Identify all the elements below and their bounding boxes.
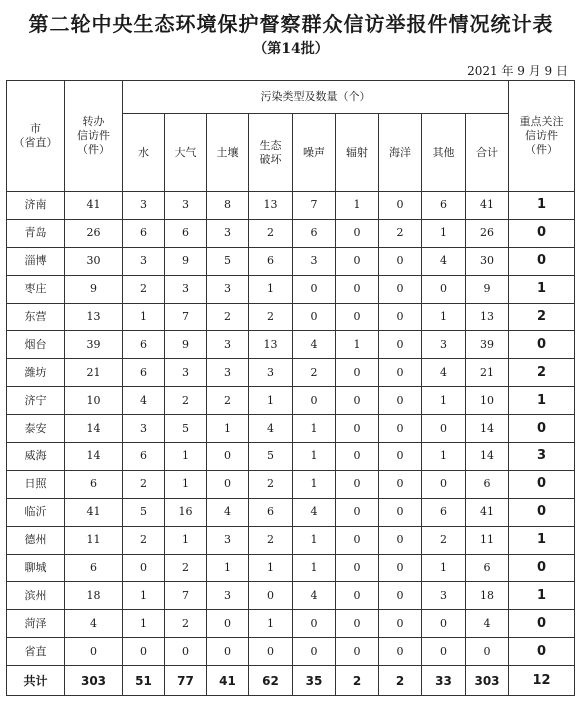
cell-total: 14: [466, 443, 509, 471]
cell-noise: 4: [293, 582, 336, 610]
cell-air: 3: [165, 275, 207, 303]
cell-air: 3: [165, 359, 207, 387]
cell-key: 3: [509, 443, 575, 471]
cell-air: 1: [165, 470, 207, 498]
cell-ocean: 0: [379, 582, 422, 610]
table-row: [7, 387, 575, 415]
cell-radiation: 0: [336, 219, 379, 247]
cell-other: 1: [422, 554, 466, 582]
cell-soil: 3: [207, 331, 249, 359]
cell-key: 0: [509, 415, 575, 443]
table-row: [7, 582, 575, 610]
cell-water: 2: [123, 275, 165, 303]
header-city: 市 （省直）: [7, 81, 65, 192]
cell-noise: 0: [293, 610, 336, 638]
cell-city: 东营: [7, 303, 65, 331]
cell-city: 省直: [7, 638, 65, 666]
cell-noise: 4: [293, 331, 336, 359]
cell-eco: 2: [249, 303, 293, 331]
cell-air: 2: [165, 610, 207, 638]
cell-air: 3: [165, 192, 207, 220]
cell-city: 青岛: [7, 219, 65, 247]
cell-soil: 3: [207, 275, 249, 303]
cell-eco: 2: [249, 219, 293, 247]
cell-water: 1: [123, 582, 165, 610]
cell-forwarded: 41: [65, 498, 123, 526]
totals-radiation: 2: [336, 666, 379, 696]
cell-forwarded: 9: [65, 275, 123, 303]
cell-water: 3: [123, 247, 165, 275]
table-footer: [7, 666, 575, 696]
cell-air: 6: [165, 219, 207, 247]
cell-air: 1: [165, 443, 207, 471]
cell-air: 0: [165, 638, 207, 666]
cell-city: 日照: [7, 470, 65, 498]
report-date: 2021 年 9 月 9 日: [467, 64, 568, 78]
cell-noise: 0: [293, 387, 336, 415]
cell-key: 0: [509, 610, 575, 638]
cell-key: 1: [509, 526, 575, 554]
cell-other: 3: [422, 331, 466, 359]
header-water: 水: [123, 114, 165, 192]
cell-noise: 7: [293, 192, 336, 220]
cell-noise: 1: [293, 415, 336, 443]
cell-other: 6: [422, 192, 466, 220]
cell-ocean: 0: [379, 387, 422, 415]
table-row: [7, 247, 575, 275]
totals-row: [7, 666, 575, 696]
cell-ocean: 0: [379, 554, 422, 582]
cell-radiation: 0: [336, 275, 379, 303]
cell-city: 泰安: [7, 415, 65, 443]
cell-total: 18: [466, 582, 509, 610]
cell-soil: 2: [207, 303, 249, 331]
header-air: 大气: [165, 114, 207, 192]
cell-total: 10: [466, 387, 509, 415]
cell-ocean: 0: [379, 415, 422, 443]
table-row: [7, 303, 575, 331]
cell-soil: 0: [207, 470, 249, 498]
cell-water: 0: [123, 638, 165, 666]
totals-other: 33: [422, 666, 466, 696]
cell-forwarded: 6: [65, 470, 123, 498]
cell-ocean: 0: [379, 526, 422, 554]
cell-other: 6: [422, 498, 466, 526]
cell-air: 7: [165, 582, 207, 610]
cell-radiation: 0: [336, 387, 379, 415]
header-other: 其他: [422, 114, 466, 192]
cell-key: 0: [509, 247, 575, 275]
cell-water: 4: [123, 387, 165, 415]
cell-noise: 0: [293, 275, 336, 303]
cell-forwarded: 4: [65, 610, 123, 638]
cell-soil: 1: [207, 554, 249, 582]
cell-other: 4: [422, 247, 466, 275]
cell-forwarded: 30: [65, 247, 123, 275]
cell-key: 0: [509, 331, 575, 359]
cell-key: 0: [509, 554, 575, 582]
cell-key: 0: [509, 498, 575, 526]
cell-eco: 3: [249, 359, 293, 387]
table-row: [7, 443, 575, 471]
cell-ocean: 0: [379, 275, 422, 303]
cell-eco: 0: [249, 582, 293, 610]
cell-radiation: 1: [336, 331, 379, 359]
totals-eco: 62: [249, 666, 293, 696]
cell-eco: 5: [249, 443, 293, 471]
cell-key: 0: [509, 638, 575, 666]
cell-other: 1: [422, 443, 466, 471]
table-row: [7, 638, 575, 666]
cell-water: 2: [123, 526, 165, 554]
cell-ocean: 0: [379, 638, 422, 666]
cell-total: 9: [466, 275, 509, 303]
cell-ocean: 0: [379, 610, 422, 638]
cell-city: 枣庄: [7, 275, 65, 303]
cell-radiation: 0: [336, 415, 379, 443]
cell-radiation: 0: [336, 498, 379, 526]
cell-eco: 13: [249, 192, 293, 220]
cell-noise: 4: [293, 498, 336, 526]
table-row: [7, 331, 575, 359]
cell-other: 1: [422, 387, 466, 415]
cell-eco: 1: [249, 610, 293, 638]
cell-other: 0: [422, 638, 466, 666]
cell-ocean: 2: [379, 219, 422, 247]
cell-other: 0: [422, 415, 466, 443]
cell-ocean: 0: [379, 470, 422, 498]
cell-soil: 0: [207, 610, 249, 638]
cell-radiation: 0: [336, 610, 379, 638]
cell-noise: 6: [293, 219, 336, 247]
cell-air: 9: [165, 331, 207, 359]
table-row: [7, 219, 575, 247]
cell-radiation: 1: [336, 192, 379, 220]
cell-other: 4: [422, 359, 466, 387]
document-title: 第二轮中央生态环境保护督察群众信访举报件情况统计表: [28, 12, 554, 36]
cell-city: 济宁: [7, 387, 65, 415]
cell-total: 41: [466, 498, 509, 526]
cell-radiation: 0: [336, 443, 379, 471]
cell-radiation: 0: [336, 359, 379, 387]
header-pollution-group: 污染类型及数量（个）: [123, 81, 509, 114]
cell-water: 6: [123, 359, 165, 387]
cell-total: 13: [466, 303, 509, 331]
cell-key: 1: [509, 387, 575, 415]
cell-air: 2: [165, 387, 207, 415]
cell-noise: 0: [293, 638, 336, 666]
cell-other: 1: [422, 303, 466, 331]
cell-forwarded: 14: [65, 443, 123, 471]
cell-ocean: 0: [379, 443, 422, 471]
cell-key: 0: [509, 470, 575, 498]
header-ocean: 海洋: [379, 114, 422, 192]
header-forwarded: 转办 信访件 （件）: [65, 81, 123, 192]
cell-water: 6: [123, 219, 165, 247]
cell-eco: 6: [249, 498, 293, 526]
table-row: [7, 554, 575, 582]
cell-key: 1: [509, 582, 575, 610]
cell-total: 26: [466, 219, 509, 247]
cell-city: 威海: [7, 443, 65, 471]
totals-forwarded: 303: [65, 666, 123, 696]
cell-air: 9: [165, 247, 207, 275]
cell-noise: 1: [293, 470, 336, 498]
cell-other: 2: [422, 526, 466, 554]
table-row: [7, 275, 575, 303]
cell-city: 德州: [7, 526, 65, 554]
cell-soil: 3: [207, 582, 249, 610]
totals-key: 12: [509, 666, 575, 696]
table-row: [7, 610, 575, 638]
table-row: [7, 498, 575, 526]
cell-key: 1: [509, 275, 575, 303]
cell-forwarded: 21: [65, 359, 123, 387]
totals-soil: 41: [207, 666, 249, 696]
table-row: [7, 415, 575, 443]
table-row: [7, 470, 575, 498]
cell-water: 2: [123, 470, 165, 498]
cell-radiation: 0: [336, 470, 379, 498]
cell-key: 2: [509, 359, 575, 387]
cell-city: 烟台: [7, 331, 65, 359]
cell-forwarded: 6: [65, 554, 123, 582]
cell-noise: 1: [293, 443, 336, 471]
cell-radiation: 0: [336, 526, 379, 554]
cell-other: 1: [422, 219, 466, 247]
cell-ocean: 0: [379, 192, 422, 220]
cell-water: 3: [123, 415, 165, 443]
cell-eco: 2: [249, 526, 293, 554]
totals-label: 共计: [7, 666, 65, 696]
cell-total: 6: [466, 470, 509, 498]
cell-ocean: 0: [379, 498, 422, 526]
cell-noise: 3: [293, 247, 336, 275]
cell-key: 2: [509, 303, 575, 331]
cell-soil: 3: [207, 219, 249, 247]
cell-total: 4: [466, 610, 509, 638]
cell-radiation: 0: [336, 638, 379, 666]
cell-radiation: 0: [336, 303, 379, 331]
cell-noise: 0: [293, 303, 336, 331]
cell-water: 3: [123, 192, 165, 220]
cell-city: 淄博: [7, 247, 65, 275]
cell-soil: 3: [207, 359, 249, 387]
cell-radiation: 0: [336, 247, 379, 275]
cell-noise: 2: [293, 359, 336, 387]
cell-soil: 1: [207, 415, 249, 443]
table-body: [7, 192, 575, 666]
cell-forwarded: 26: [65, 219, 123, 247]
cell-eco: 0: [249, 638, 293, 666]
cell-ocean: 0: [379, 303, 422, 331]
header-radiation: 辐射: [336, 114, 379, 192]
cell-total: 11: [466, 526, 509, 554]
cell-forwarded: 18: [65, 582, 123, 610]
cell-city: 聊城: [7, 554, 65, 582]
cell-water: 1: [123, 610, 165, 638]
header-total: 合计: [466, 114, 509, 192]
cell-total: 30: [466, 247, 509, 275]
cell-total: 39: [466, 331, 509, 359]
cell-city: 济南: [7, 192, 65, 220]
cell-city: 临沂: [7, 498, 65, 526]
cell-eco: 2: [249, 470, 293, 498]
cell-city: 潍坊: [7, 359, 65, 387]
header-soil: 土壤: [207, 114, 249, 192]
cell-forwarded: 0: [65, 638, 123, 666]
cell-other: 0: [422, 275, 466, 303]
cell-forwarded: 39: [65, 331, 123, 359]
cell-water: 5: [123, 498, 165, 526]
cell-key: 0: [509, 219, 575, 247]
cell-total: 14: [466, 415, 509, 443]
totals-water: 51: [123, 666, 165, 696]
cell-other: 3: [422, 582, 466, 610]
batch-subtitle: （第14批）: [253, 41, 329, 57]
table-row: [7, 526, 575, 554]
cell-total: 41: [466, 192, 509, 220]
cell-key: 1: [509, 192, 575, 220]
header-eco: 生态 破坏: [249, 114, 293, 192]
cell-air: 2: [165, 554, 207, 582]
cell-forwarded: 10: [65, 387, 123, 415]
cell-water: 6: [123, 443, 165, 471]
cell-soil: 0: [207, 443, 249, 471]
cell-total: 21: [466, 359, 509, 387]
cell-eco: 1: [249, 387, 293, 415]
cell-forwarded: 41: [65, 192, 123, 220]
cell-soil: 0: [207, 638, 249, 666]
table-row: [7, 192, 575, 220]
cell-eco: 1: [249, 275, 293, 303]
cell-ocean: 0: [379, 247, 422, 275]
cell-ocean: 0: [379, 359, 422, 387]
cell-forwarded: 14: [65, 415, 123, 443]
cell-radiation: 0: [336, 554, 379, 582]
cell-soil: 5: [207, 247, 249, 275]
cell-forwarded: 13: [65, 303, 123, 331]
cell-eco: 13: [249, 331, 293, 359]
cell-city: 菏泽: [7, 610, 65, 638]
cell-water: 1: [123, 303, 165, 331]
cell-air: 1: [165, 526, 207, 554]
cell-air: 5: [165, 415, 207, 443]
cell-soil: 4: [207, 498, 249, 526]
header-noise: 噪声: [293, 114, 336, 192]
totals-noise: 35: [293, 666, 336, 696]
cell-total: 0: [466, 638, 509, 666]
cell-eco: 6: [249, 247, 293, 275]
cell-air: 16: [165, 498, 207, 526]
cell-city: 滨州: [7, 582, 65, 610]
table-row: [7, 359, 575, 387]
header-key-cases: 重点关注 信访件 （件）: [509, 81, 575, 192]
cell-noise: 1: [293, 526, 336, 554]
cell-ocean: 0: [379, 331, 422, 359]
cell-total: 6: [466, 554, 509, 582]
cell-soil: 2: [207, 387, 249, 415]
cell-eco: 1: [249, 554, 293, 582]
cell-forwarded: 11: [65, 526, 123, 554]
totals-air: 77: [165, 666, 207, 696]
table-header: [7, 81, 575, 192]
cell-radiation: 0: [336, 582, 379, 610]
cell-eco: 4: [249, 415, 293, 443]
cell-other: 0: [422, 610, 466, 638]
statistics-table: [6, 80, 575, 696]
totals-total: 303: [466, 666, 509, 696]
totals-ocean: 2: [379, 666, 422, 696]
cell-noise: 1: [293, 554, 336, 582]
cell-soil: 3: [207, 526, 249, 554]
cell-water: 6: [123, 331, 165, 359]
cell-soil: 8: [207, 192, 249, 220]
cell-water: 0: [123, 554, 165, 582]
cell-air: 7: [165, 303, 207, 331]
cell-other: 0: [422, 470, 466, 498]
